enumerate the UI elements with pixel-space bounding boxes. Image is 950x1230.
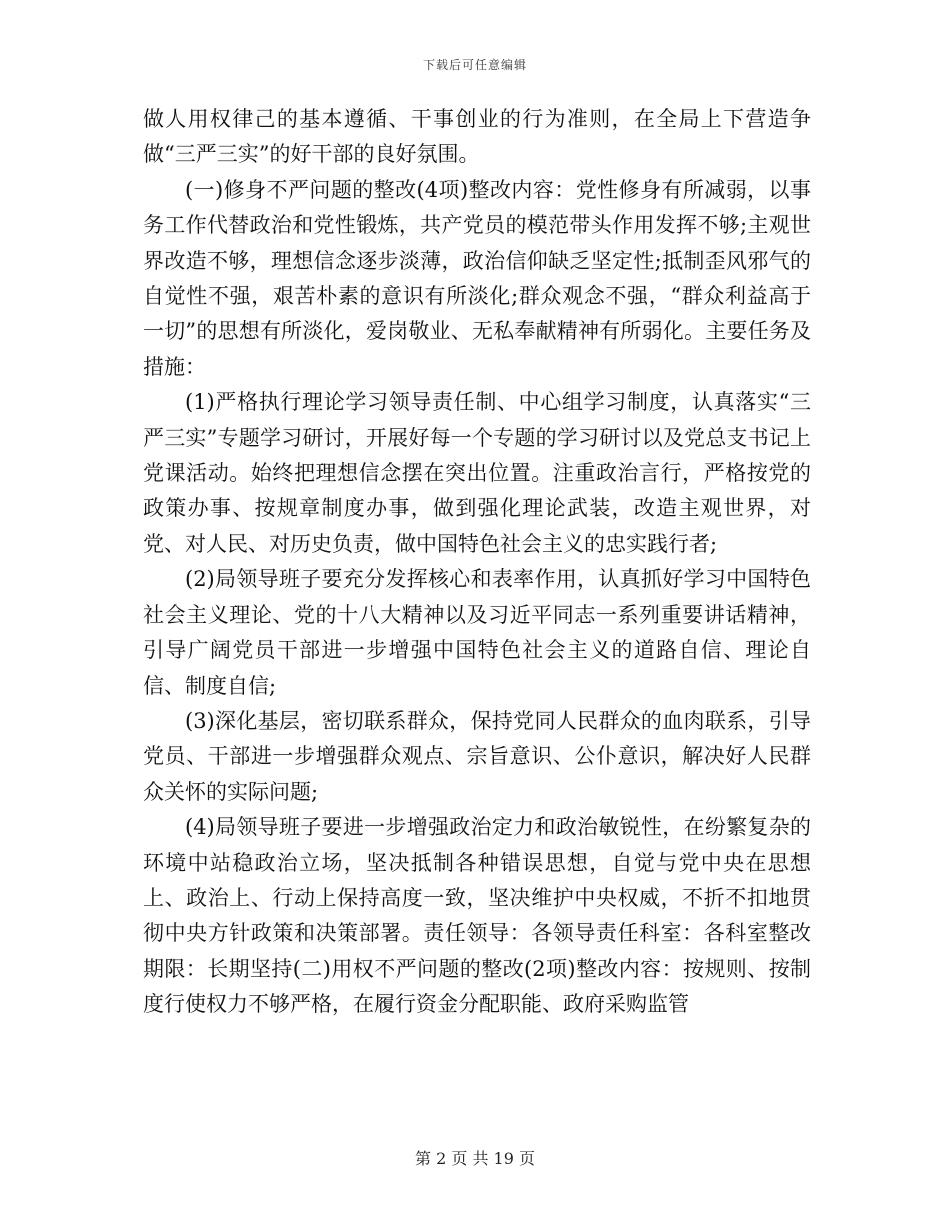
paragraph-section-one: (一)修身不严问题的整改(4项)整改内容：党性修身有所减弱，以事务工作代替政治和党性锻炼，共产党员的模范带头作用发挥不够;主观世界改造不够，理想信念逐步淡薄，政治信仰缺乏坚定性;抵制歪风邪气的自觉性不强，艰苦朴素的意识有所淡化;群众观念不强，“群众利益高于一切”的思想有所淡化，爱岗敬业、无私奉献精神有所弱化。主要任务及措施： xyxy=(143,177,811,379)
page-number: 第 2 页 共 19 页 xyxy=(415,1149,535,1168)
page-header-note: 下载后可任意编辑 xyxy=(422,58,527,72)
paragraph-measure-4: (4)局领导班子要进一步增强政治定力和政治敏锐性，在纷繁复杂的环境中站稳政治立场，坚决抵制各种错误思想，自觉与党中央在思想上、政治上、行动上保持高度一致，坚决维护中央权威，不折不扣地贯彻中央方针政策和决策部署。责任领导：各领导责任科室：各科室整改期限：长期坚持(二)用权不严问题的整改(2项)整改内容：按规则、按制度行使权力不够严格，在履行资金分配职能、政府采购监管 xyxy=(143,815,811,1017)
paragraph-continuation: 做人用权律己的基本遵循、干事创业的行为准则，在全局上下营造争做“三严三实”的好干部的良好氛围。 xyxy=(143,107,811,167)
paragraph-measure-3: (3)深化基层，密切联系群众，保持党同人民群众的血肉联系，引导党员、干部进一步增强群众观点、宗旨意识、公仆意识，解决好人民群众关怀的实际问题; xyxy=(143,708,811,804)
paragraph-measure-1: (1)严格执行理论学习领导责任制、中心组学习制度，认真落实“三严三实”专题学习研讨，开展好每一个专题的学习研讨以及党总支书记上党课活动。始终把理想信念摆在突出位置。注重政治言行，严格按党的政策办事、按规章制度办事，做到强化理论武装，改造主观世界，对党、对人民、对历史负责，做中国特色社会主义的忠实践行者; xyxy=(143,390,811,556)
paragraph-measure-2: (2)局领导班子要充分发挥核心和表率作用，认真抓好学习中国特色社会主义理论、党的十八大精神以及习近平同志一系列重要讲话精神，引导广阔党员干部进一步增强中国特色社会主义的道路自信、理论自信、制度自信; xyxy=(143,567,811,698)
document-body xyxy=(143,102,811,1023)
